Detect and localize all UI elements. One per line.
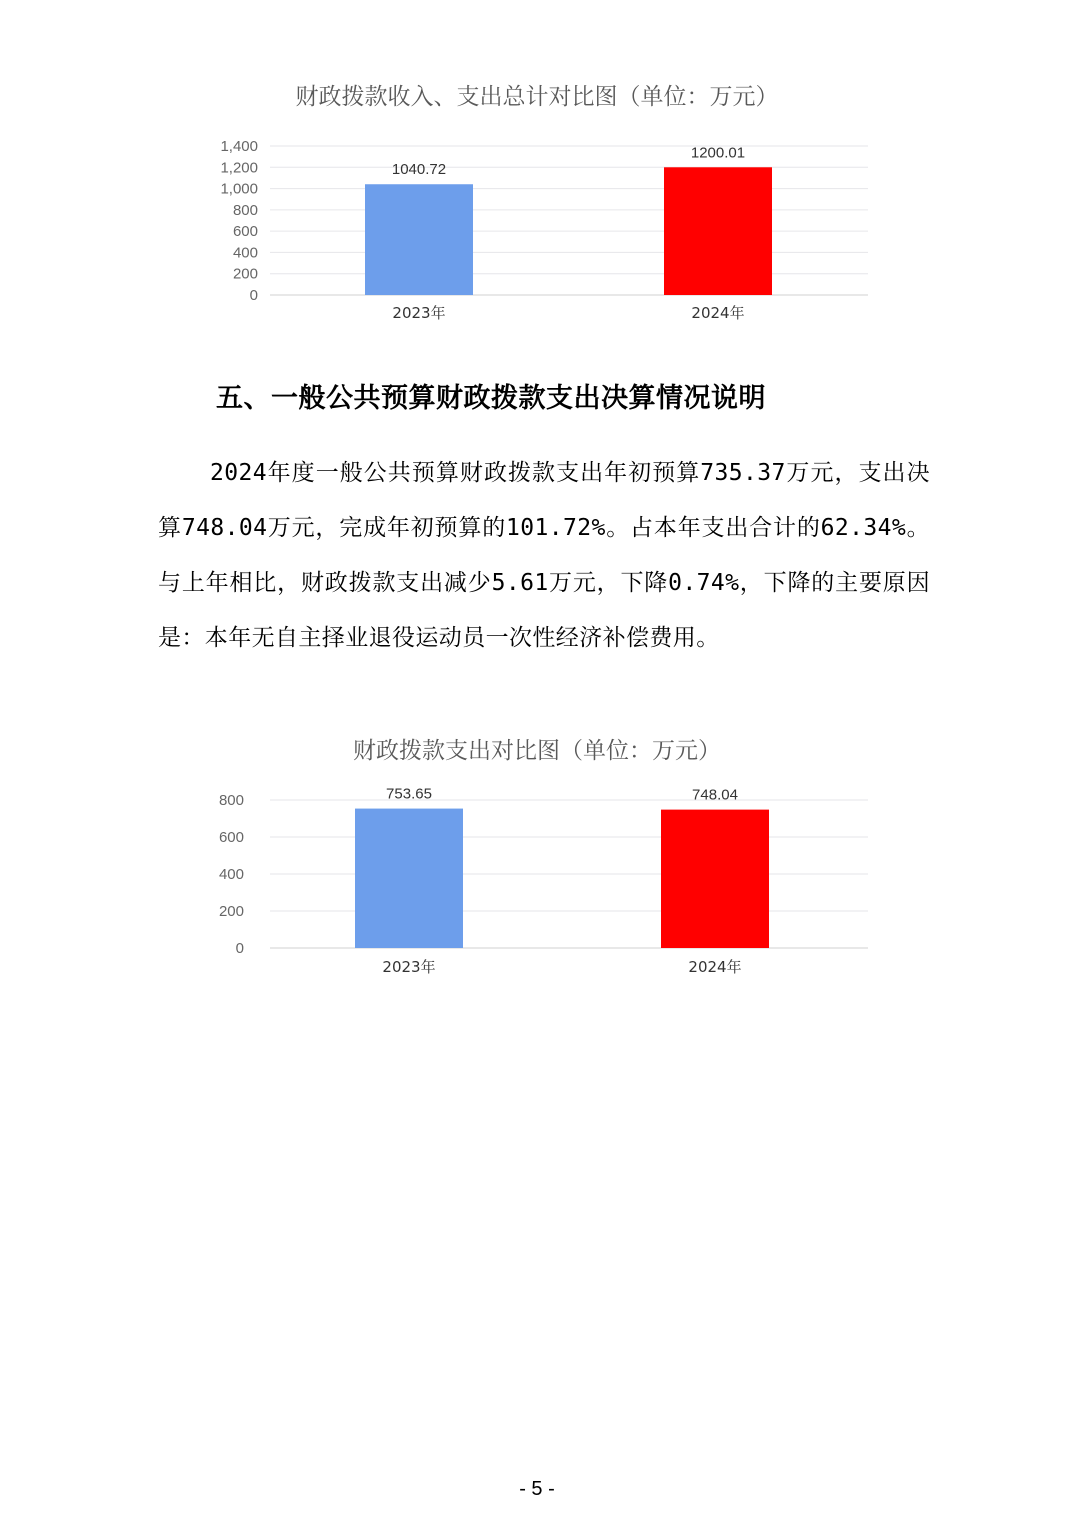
expenditure-chart: [0, 725, 1074, 995]
y-tick-label: 400: [232, 244, 258, 262]
x-tick-label: 2024年: [691, 304, 745, 322]
bar: [664, 167, 772, 295]
y-tick-label: 200: [232, 265, 258, 283]
chart-title: 财政拨款收入、支出总计对比图（单位：万元）: [295, 84, 779, 110]
y-tick-label: 800: [218, 792, 244, 809]
x-tick-label: 2023年: [382, 958, 436, 976]
x-tick-label: 2024年: [688, 958, 742, 976]
bar: [365, 184, 473, 295]
y-tick-label: 400: [218, 866, 244, 883]
body-paragraph: 2024年度一般公共预算财政拨款支出年初预算735.37万元，支出决算748.04万元，完成年初预算的101.72%。占本年支出合计的62.34%。与上年相比，财政拨款支出减少5.61万元，下降0.74%，下降的主要原因是：本年无自主择业退役运动员一次性经济补偿费用。: [158, 460, 930, 651]
revenue-expenditure-chart: [0, 70, 1074, 340]
y-tick-label: 1,400: [220, 138, 258, 155]
y-tick-label: 0: [249, 287, 258, 304]
chart-2-svg: [0, 725, 1074, 995]
data-label: 748.04: [692, 786, 738, 804]
section-heading: 五、一般公共预算财政拨款支出决算情况说明: [216, 383, 766, 414]
y-tick-label: 800: [232, 201, 258, 219]
bar: [661, 810, 769, 948]
y-tick-label: 1,200: [220, 159, 258, 177]
chart-title: 财政拨款支出对比图（单位：万元）: [353, 738, 721, 764]
bar: [355, 809, 463, 948]
x-tick-label: 2023年: [392, 304, 446, 322]
y-tick-label: 600: [218, 829, 244, 846]
page-number: - 5 -: [519, 1478, 555, 1500]
data-label: 753.65: [386, 785, 432, 803]
y-tick-label: 0: [235, 940, 244, 957]
data-label: 1040.72: [391, 161, 447, 179]
y-tick-label: 1,000: [220, 180, 258, 198]
y-tick-label: 600: [232, 223, 258, 241]
y-tick-label: 200: [218, 903, 244, 920]
chart-1-svg: [0, 70, 1074, 340]
data-label: 1200.01: [690, 144, 746, 162]
